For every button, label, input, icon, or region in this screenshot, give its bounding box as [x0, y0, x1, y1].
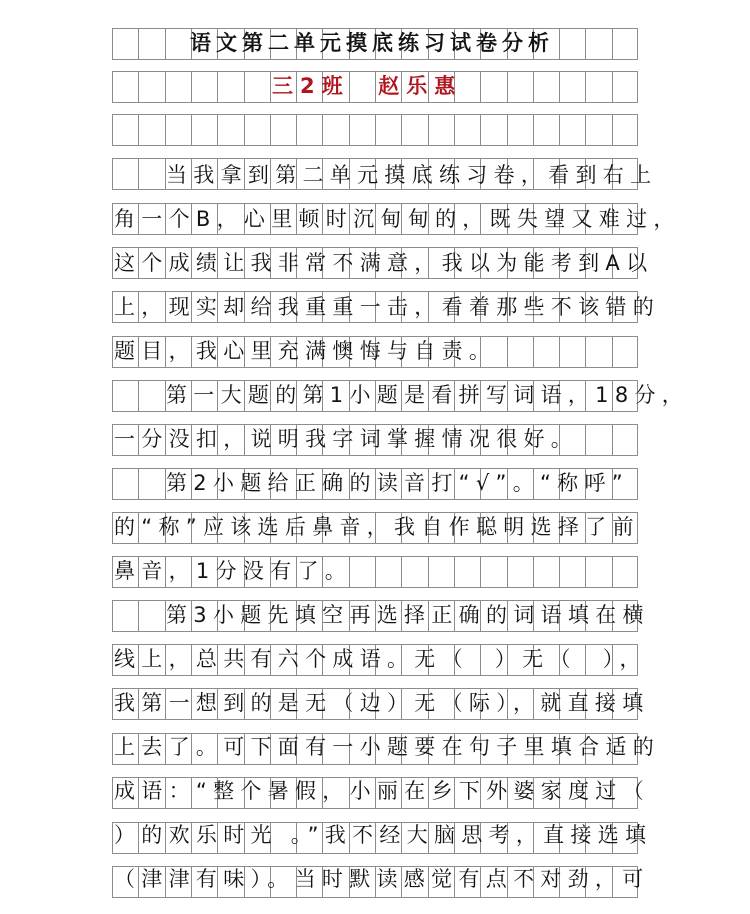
essay-line-text: 第一大题的第1小题是看拼写词语，18分， — [166, 383, 690, 407]
essay-line-text: ）的欢乐时光 。”我不经大脑思考，直接选填 — [114, 823, 653, 847]
essay-line — [0, 639, 750, 679]
essay-line-text: 这个成绩让我非常不满意，我以为能考到A以 — [114, 251, 654, 275]
essay-line — [0, 507, 750, 547]
author-line: 三2班 赵乐惠 — [272, 74, 463, 98]
essay-line — [0, 199, 750, 239]
essay-line-text: （津津有味）。当时默读感觉有点不对劲，可 — [114, 867, 650, 891]
essay-line-text: 我第一想到的是无（边）无（际），就直接填 — [114, 691, 650, 715]
essay-line-text: 上去了。可下面有一小题要在句子里填合适的 — [114, 735, 660, 759]
essay-line — [0, 463, 750, 503]
essay-line — [0, 243, 750, 283]
essay-line-text: 一分没扣，说明我字词掌握情况很好。 — [114, 427, 579, 451]
essay-line — [0, 375, 750, 415]
essay-line-text: 当我拿到第二单元摸底练习卷，看到右上 — [166, 163, 658, 187]
essay-line-text: 角一个B，心里顿时沉甸甸的，既失望又难过， — [114, 207, 681, 231]
essay-line-text: 线上，总共有六个成语。无（ ）无（ ）， — [114, 647, 647, 671]
essay-line-text: 的“称”应该选后鼻音，我自作聪明选择了前 — [114, 515, 640, 539]
essay-line-text: 题目，我心里充满懊悔与自责。 — [114, 339, 497, 363]
essay-line — [0, 727, 750, 767]
essay-line — [0, 771, 750, 811]
essay-line — [0, 155, 750, 195]
essay-line — [0, 815, 750, 855]
essay-line — [0, 331, 750, 371]
essay-line — [0, 683, 750, 723]
page-title: 语文第二单元摸底练习试卷分析 — [190, 31, 554, 55]
essay-line-text: 鼻音，1分没有了。 — [114, 559, 353, 583]
grid-row — [112, 114, 638, 146]
essay-line — [0, 595, 750, 635]
essay-line — [0, 859, 750, 899]
essay-line-text: 第2小题给正确的读音打“√”。“称呼” — [166, 471, 629, 495]
essay-line — [0, 551, 750, 591]
essay-line — [0, 287, 750, 327]
essay-line-text: 上，现实却给我重重一击，看着那些不该错的 — [114, 295, 660, 319]
essay-line-text: 第3小题先填空再选择正确的词语填在横 — [166, 603, 650, 627]
essay-line — [0, 419, 750, 459]
essay-line-text: 成语：“整个暑假，小丽在乡下外婆家度过（ — [114, 779, 650, 803]
